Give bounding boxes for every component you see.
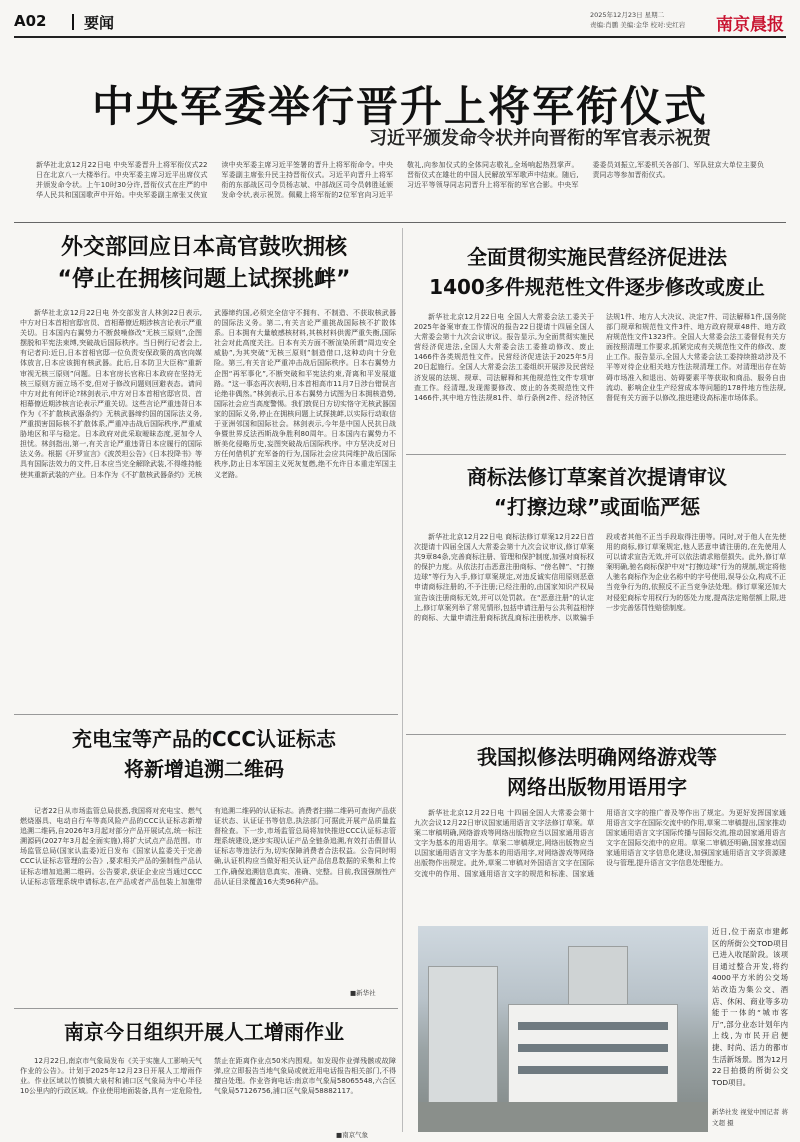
photo-building <box>508 1004 678 1114</box>
photo-window-band <box>518 1022 668 1030</box>
editors-line: 责编:肖鹏 美编:金华 校对:史红岩 <box>590 21 686 29</box>
trademark-headline <box>406 462 788 522</box>
japan-headline <box>14 232 394 296</box>
divider <box>14 1008 398 1009</box>
date-line: 2025年12月23日 星期二 <box>590 11 665 19</box>
photo-ground <box>418 1102 708 1132</box>
trademark-body <box>414 532 786 728</box>
photo-window-band <box>518 1044 668 1052</box>
weather-headline: 南京今日组织开展人工增雨作业 <box>64 1020 344 1044</box>
games-headline <box>406 742 788 802</box>
section-divider <box>14 222 786 223</box>
japan-body <box>20 308 396 706</box>
games-headline-line1: 我国拟修法明确网络游戏等 <box>477 745 717 769</box>
weather-body <box>20 1056 396 1130</box>
private-econ-body-text: 新华社北京12月22日电 全国人大常委会法工委关于2025年备案审查工作情况的报告22日提请十四届全国人大常委会第十九次会议审议。报告显示,为全面贯彻实施民营经济促进法,全国人大常委会法工委推动修改、废止1466件各类规范性文件。民营经济促进法于2025年5月20日起施行。全国人大常委会法工委组织开展涉及民营经济发展的法规、规章、司法解释和其他规范性文件专项审查工作。经清理,发现需要修改、废止的各类规范性文件1466件,其中地方性法规81件、单行条例2件、经济特区法规1件、地方人大决议、决定7件、司法解释1件,国务院部门规章和规范性文件3件、地方政府规章48件、地方政府规范性文件1323件。全国人大常委会法工委督促有关方面按照清理工作要求,抓紧完成有关规范性文件的修改、废止工作。报告显示,全国人大常委会法工委持续推动涉及不平等对待企业相关地方性法规清理工作。对清理出存在妨碍市场准入和退出、妨碍要素平等获取和商品、服务自由流动、影响企业生产经营成本等问题的178件地方性法规,督促有关方面予以修改,推进建设高标准市场体系。 <box>414 313 786 402</box>
tod-project-photo <box>418 926 708 1132</box>
private-econ-body <box>414 312 786 446</box>
ccc-headline-line2: 将新增追溯二维码 <box>124 757 284 781</box>
ccc-headline <box>14 724 394 784</box>
ccc-signature: ■新华社 <box>350 989 376 997</box>
weather-body-text: 12月22日,南京市气象局发布《关于实施人工影响天气作业的公告》。计划于2025年12月23日开展人工增雨作业。作业区域以竹镇镇大泉村和浦口区气象局为中心半径10公里内的行政区域。作业使用地面装备,具有一定危险性,禁止在距离作业点50米内围观。如发现作业弹残骸或故障弹,应立即报告当地气象局或就近用电话报告相关部门,不得擅自处理。作业咨询电话:南京市气象局58065548,六合区气象局57126756,浦口区气象局58882117。 <box>20 1057 396 1096</box>
weather-signature: ■南京气象 <box>336 1131 369 1139</box>
masthead-meta <box>590 10 720 30</box>
japan-body-text: 新华社北京12月22日电 外交部发言人林剑22日表示,中方对日本首相官邸官员、首相幕僚近期涉核言论表示严重关切。日本国内右翼势力不断鼓噪修改“无核三原则”,企图摆脱和平宪法束缚,突破战后国际秩序。当日例行记者会上,有记者问:近日,日本首相官邸一位负责安保政策的高官向媒体放言,日本应该拥有核武器。此后,日本防卫大臣称“重新审视无核三原则”问题。日本官房长官称日本政府在坚持无核三原则方面立场不变,但对于修改问题则回避表态。请问中方对此有何评论?林剑表示,中方对日本首相官邸官员、首相幕僚近期涉核言论表示严重关切。这些言论严重违背日本作为《不扩散核武器条约》无核武器缔约国的国际法义务,严重损害国际核不扩散体系,严重冲击战后国际秩序,严重威胁地区和平与稳定。日本政府对此采取暧昧态度,更加令人担忧。林剑指出,第一,有关言论严重违背日本应履行的国际法义务。根据《开罗宣言》《波茨坦公告》《日本投降书》等具有国际法效力的文件,日本应当完全解除武装,不得维持能使其重新武装的产业。日本作为《不扩散核武器条约》无核武器缔约国,必须完全信守不拥有、不制造、不获取核武器的国际法义务。第二,有关言论严重挑战国际核不扩散体系。日本拥有大量敏感核材料,其核材料供需严重失衡,国际社会对此高度关注。日本有关方面不断渲染所谓“周边安全威胁”,为其突破“无核三原则”制造借口,这种动向十分危险。第三,有关言论严重冲击战后国际秩序。日本右翼势力企图“再军事化”,不断突破和平宪法约束,背离和平发展道路。“这一事态再次表明,日本首相高市11月7日涉台错误言论绝非偶然。”林剑表示,日本右翼势力试图为日本拥核造势,国际社会应当高度警惕。我们敦促日方切实恪守无核武器国家的国际义务,停止在拥核问题上试探挑衅,以实际行动取信于亚洲邻国和国际社会。林剑表示,今年是中国人民抗日战争暨世界反法西斯战争胜利80周年。日本国内右翼势力不断美化侵略历史,妄图突破战后国际秩序。中方坚决反对日方任何借机扩充军备的行为,国际社会应共同维护战后国际秩序,防止日本军国主义死灰复燃,绝不允许日本重走军国主义老路。 <box>20 309 396 479</box>
ccc-body-text: 记者22日从市场监管总局获悉,我国将对充电宝、燃气燃烧器具、电动自行车等高风险产品的CCC认证标志新增追溯二维码,自2026年3月起对部分产品开展试点,统一标注溯源码(2027年3月起全面实施),将扩大试点产品范围。市场监管总局(国家认监委)近日发布《国家认监委关于完善CCC认证标志管理的公告》,要求相关产品的强制性产品认证标志增加追溯二维码。公告要求,获证企业应当通过CCC认证标志管理系统申请标志,在产品或者产品包装上加施带有追溯二维码的认证标志。消费者扫描二维码可查询产品获证状态、认证证书等信息,执法部门可据此开展产品质量监督检查。下一步,市场监管总局将加快推进CCC认证标志管理系统建设,逐步实现认证产品全链条追溯,有效打击假冒认证标志等违法行为,切实保障消费者合法权益。公告同时明确,认证机构应当做好相关认证产品信息数据的采集和上传工作,确保追溯信息真实、准确、完整。目前,我国强制性产品认证目录覆盖16大类96种产品。 <box>20 807 396 886</box>
divider <box>406 454 786 455</box>
private-econ-headline <box>406 242 788 302</box>
trademark-headline-line1: 商标法修订草案首次提请审议 <box>467 465 727 489</box>
section-name: 要闻 <box>84 14 115 32</box>
photo-window-band <box>518 1066 668 1074</box>
private-econ-headline-line1: 全面贯彻实施民营经济促进法 <box>467 245 727 269</box>
trademark-headline-line2: “打擦边球”或面临严惩 <box>493 495 701 519</box>
games-headline-line2: 网络出版物用语用字 <box>507 775 687 799</box>
masthead-separator <box>72 14 74 30</box>
trademark-body-text: 新华社北京12月22日电 商标法修订草案12月22日首次提请十四届全国人大常委会第十九次会议审议,修订草案共9章84条,完善商标注册、管理和保护制度,加强对商标权的保护力度。从依法打击恶意注册商标、“傍名牌”、“打擦边球”等行为入手,修订草案规定,对违反诚实信用原则恶意申请商标注册的,不予注册;已经注册的,由国家知识产权局宣告该注册商标无效,并可以处罚款。在“恶意注册”的认定上,修订草案列举了常见情形,包括申请注册与公共利益相悖的商标、大量申请注册商标扰乱商标注册秩序、以欺骗手段或者其他不正当手段取得注册等。同时,对于他人在先使用的商标,修订草案规定,他人恶意申请注册的,在先使用人可以请求宣告无效,并可以依法请求赔偿损失。此外,修订草案明确,驰名商标保护中对“打擦边球”行为的规制,规定将他人驰名商标作为企业名称中的字号使用,误导公众,构成不正当竞争行为的,依照反不正当竞争法处理。修订草案还加大对侵犯商标专用权行为的惩处力度,提高法定赔偿额上限,进一步完善惩罚性赔偿制度。 <box>414 533 786 622</box>
masthead <box>14 8 786 38</box>
games-body-text: 新华社北京12月22日电 十四届全国人大常委会第十九次会议12月22日审议国家通用语言文字法修订草案。草案二审稿明确,网络游戏等网络出版物应当以国家通用语言文字为基本的用语用字。草案二审稿规定,网络出版物应当以国家通用语言文字为基本的用语用字,对网络游戏等网络出版物作出规定。此外,草案二审稿对外国语言文字在国际交流中的作用、国家通用语言文字的规范和标准、国家通用语言文字的推广普及等作出了规定。为更好发挥国家通用语言文字在国际交流中的作用,草案二审稿提出,国家推动国家通用语言文字国际传播与国际交流,推动国家通用语言文字在国际交流中的应用。草案二审稿还明确,国家推动国家通用语言文字信息化建设,加强国家通用语言文字资源建设与管理,提升语言文字信息处理能力。 <box>414 809 786 878</box>
japan-headline-line2: “停止在拥核问题上试探挑衅” <box>57 267 351 292</box>
ccc-headline-line1: 充电宝等产品的CCC认证标志 <box>71 727 337 751</box>
page-number: A02 <box>14 12 47 30</box>
japan-headline-line1: 外交部回应日本高官鼓吹拥核 <box>60 235 347 260</box>
photo-caption-text: 近日,位于南京市建邺区的所街公交TOD项目已进入收尾阶段。该项目通过整合开发,将约4000平方米的公交场站改造为集公交、酒店、休闲、商业等多功能于一体的“城市客厅”,部分业态计划年内上线,为市民开启便捷、时尚、活力的都市生活新场景。图为12月22日拍摄的所街公交TOD项目。 <box>712 927 788 1087</box>
column-divider <box>402 228 403 1132</box>
ccc-body <box>20 806 396 998</box>
lead-headline: 中央军委举行晋升上将军衔仪式 <box>91 82 708 131</box>
photo-caption <box>712 926 788 1132</box>
games-body <box>414 808 786 918</box>
paper-logo: 南京晨报 <box>716 15 784 35</box>
lead-subheadline: 习近平颁发命令状并向晋衔的军官表示祝贺 <box>369 128 711 149</box>
lead-body-text: 新华社北京12月22日电 中央军委晋升上将军衔仪式22日在北京八一大楼举行。中央军委主席习近平出席仪式并颁发命令状。上午10时30分许,晋衔仪式在庄严的中华人民共和国国歌声中开始。中央军委副主席张又侠宣读中央军委主席习近平签署的晋升上将军衔命令。中央军委副主席张升民主持晋衔仪式。习近平向晋升上将军衔的东部战区司令员杨志斌、中部战区司令员韩胜延颁发命令状,表示祝贺。佩戴上将军衔的2位军官向习近平敬礼,向参加仪式的全体同志敬礼,全场响起热烈掌声。晋衔仪式在雄壮的中国人民解放军军歌声中结束。随后,习近平等领导同志同晋升上将军衔的军官合影。中央军委委员刘振立,军委机关各部门、军队驻京大单位主要负责同志等参加晋衔仪式。 <box>36 161 764 199</box>
private-econ-headline-line2: 1400多件规范性文件逐步修改或废止 <box>429 275 765 299</box>
photo-credit: 新华社发 视觉中国记者 蒋文超 摄 <box>712 1107 788 1128</box>
photo-building <box>428 966 498 1106</box>
divider <box>406 734 786 735</box>
lead-body <box>36 160 764 216</box>
divider <box>14 714 398 715</box>
